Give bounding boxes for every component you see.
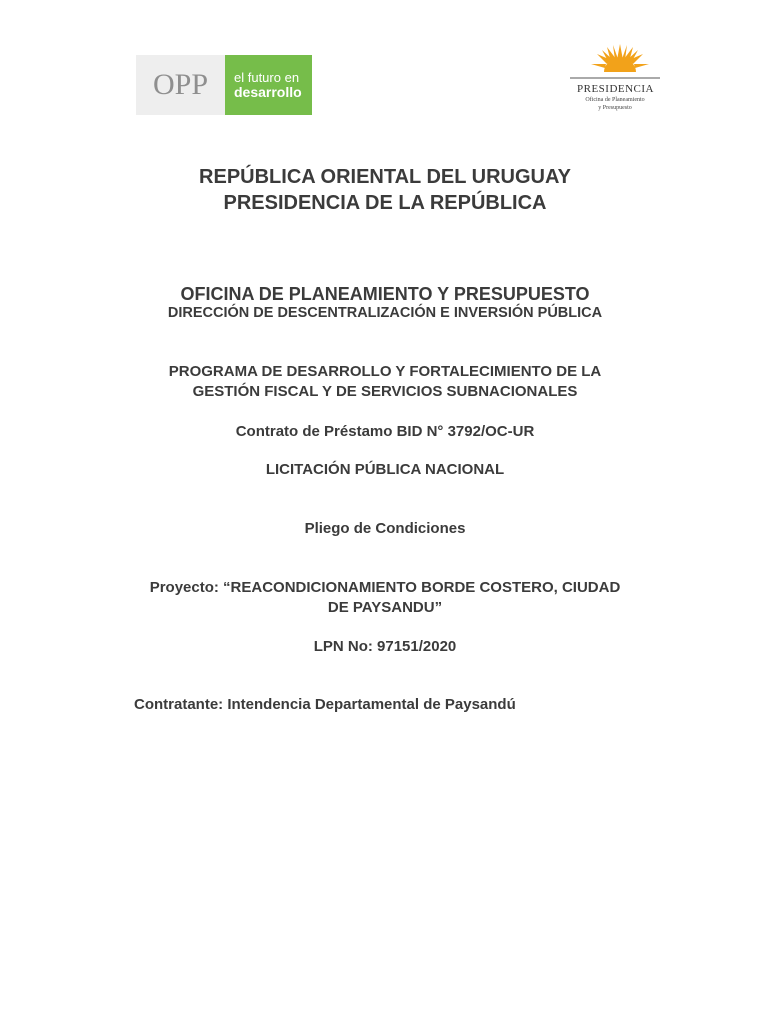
sun-emblem-icon [560, 40, 670, 86]
document-type: Pliego de Condiciones [304, 520, 466, 537]
program-title [0, 362, 770, 402]
office-name: OFICINA DE PLANEAMIENTO Y PRESUPUESTO [180, 284, 590, 304]
contract-reference: Contrato de Préstamo BID N° 3792/OC-UR [235, 423, 535, 440]
heading-line2: PRESIDENCIA DE LA REPÚBLICA [223, 192, 547, 214]
opp-tagline-line1: el futuro en [234, 70, 300, 85]
opp-logo [136, 55, 312, 115]
project-line2: DE PAYSANDU” [327, 599, 443, 616]
tender-type: LICITACIÓN PÚBLICA NACIONAL [265, 461, 505, 478]
project-line1: Proyecto: “REACONDICIONAMIENTO BORDE COSTERO, CIUDAD [149, 579, 621, 596]
presidencia-subtitle-line1: Oficina de Planeamiento [585, 97, 645, 103]
opp-tagline [225, 55, 312, 115]
presidencia-subtitle [580, 96, 650, 112]
presidencia-subtitle-line2: y Presupuesto [598, 105, 632, 111]
opp-tagline-line2: desarrollo [234, 84, 302, 100]
presidencia-logo [560, 40, 670, 120]
opp-acronym: OPP [136, 55, 225, 115]
program-line2: GESTIÓN FISCAL Y DE SERVICIOS SUBNACIONALES [192, 383, 578, 400]
contractor: Contratante: Intendencia Departamental de Paysandú [134, 696, 516, 713]
country-heading [0, 164, 770, 216]
presidencia-title: PRESIDENCIA [577, 83, 655, 95]
program-line1: PROGRAMA DE DESARROLLO Y FORTALECIMIENTO DE LA [168, 363, 602, 380]
office-direction: DIRECCIÓN DE DESCENTRALIZACIÓN E INVERSIÓN PÚBLICA [167, 305, 603, 321]
project-title [0, 578, 770, 618]
heading-line1: REPÚBLICA ORIENTAL DEL URUGUAY [199, 166, 571, 188]
lpn-number: LPN No: 97151/2020 [313, 638, 457, 655]
